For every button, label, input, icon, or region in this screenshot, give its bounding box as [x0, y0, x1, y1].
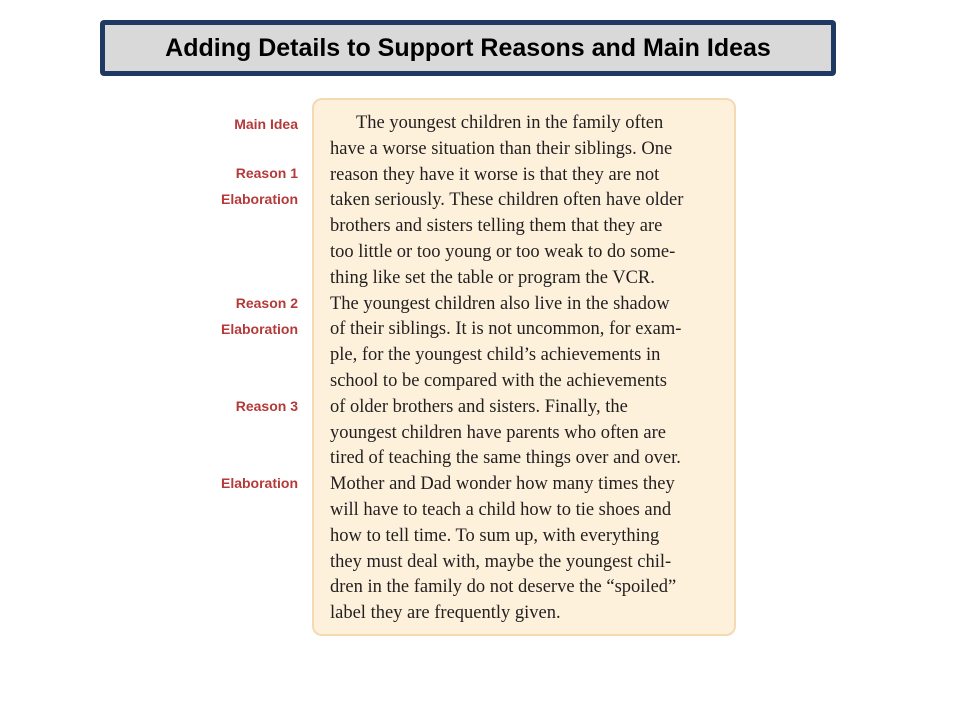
passage-line: ple, for the youngest child’s achievements in	[330, 345, 661, 366]
passage-line: label they are frequently given.	[330, 603, 561, 624]
passage-line: of older brothers and sisters. Finally, the	[330, 396, 628, 417]
label-reason-3: Reason 3	[235, 398, 298, 414]
essay-passage	[312, 98, 736, 636]
margin-labels	[190, 0, 298, 720]
passage-line: too little or too young or too weak to do some-	[330, 241, 676, 262]
passage-line: have a worse situation than their siblings. One	[330, 138, 673, 159]
passage-line: youngest children have parents who often are	[330, 422, 666, 443]
passage-line: school to be compared with the achievements	[330, 370, 668, 391]
passage-line: The youngest children also live in the shadow	[330, 293, 670, 314]
label-main-idea: Main Idea	[234, 116, 298, 132]
passage-line: tired of teaching the same things over and over.	[330, 448, 681, 469]
passage-line: brothers and sisters telling them that they are	[330, 216, 663, 237]
passage-line: thing like set the table or program the VCR.	[330, 267, 655, 288]
label-elaboration-2: Elaboration	[220, 321, 298, 337]
label-reason-1: Reason 1	[235, 165, 298, 181]
passage-line: will have to teach a child how to tie shoes and	[330, 499, 672, 520]
passage-line: of their siblings. It is not uncommon, for exam-	[330, 319, 682, 340]
passage-line: reason they have it worse is that they are not	[330, 164, 660, 185]
passage-line: dren in the family do not deserve the “spoiled”	[330, 577, 677, 598]
label-elaboration-3: Elaboration	[220, 475, 298, 491]
passage-line: taken seriously. These children often have older	[330, 190, 684, 211]
slide-title: Adding Details to Support Reasons and Main Ideas	[105, 25, 831, 71]
passage-line: Mother and Dad wonder how many times they	[330, 474, 675, 495]
label-elaboration-1: Elaboration	[220, 191, 298, 207]
passage-line: they must deal with, maybe the youngest chil-	[330, 551, 672, 572]
passage-line: how to tell time. To sum up, with everything	[330, 525, 660, 546]
label-reason-2: Reason 2	[235, 295, 298, 311]
passage-line: The youngest children in the family often	[356, 113, 664, 133]
